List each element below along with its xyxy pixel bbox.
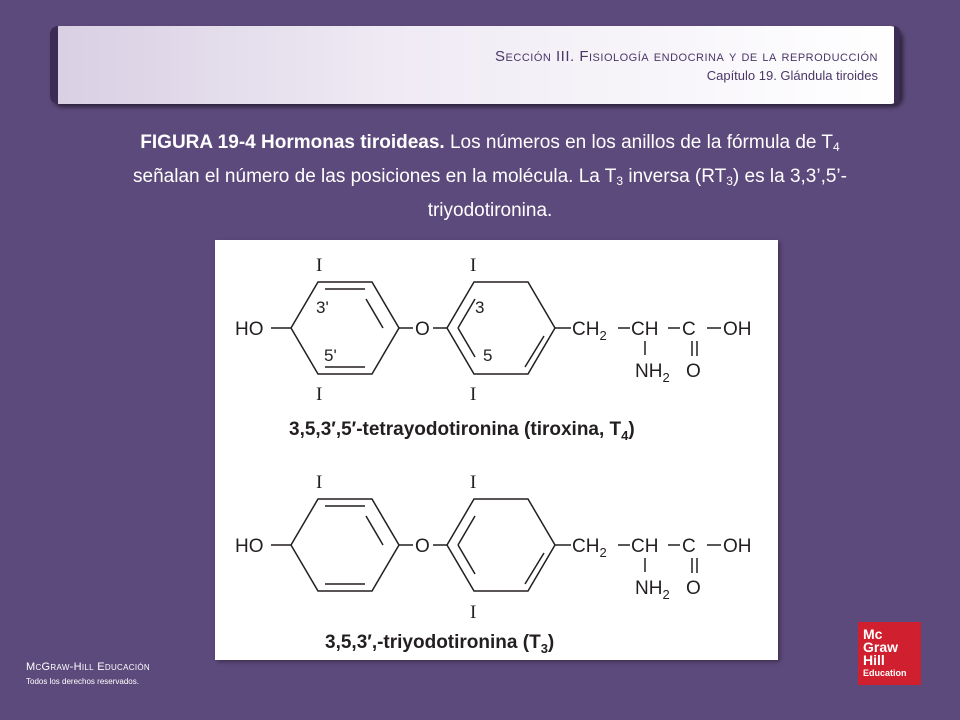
t4-ch2: $CH_2$ xyxy=(572,319,607,343)
section-title: Sección III. Fisiología endocrina y de la reproducción xyxy=(495,48,878,65)
t4-oh: OH xyxy=(723,319,752,340)
t3-iodine-3: I xyxy=(470,472,477,493)
logo-line-4: Education xyxy=(863,668,907,678)
caption-text-3: inversa (RT xyxy=(623,166,727,187)
t4-c: C xyxy=(682,319,696,340)
t4-pos-3: 3 xyxy=(475,298,485,317)
caption-sub-3: 3 xyxy=(726,174,733,188)
caption-text-4: ) es la 3,3’,5’-triyodotironina. xyxy=(427,166,847,221)
t4-pos-5: 5 xyxy=(483,346,493,365)
t3-name: 3,5,3′,-triyodotironina $(T_3)$ xyxy=(325,632,555,656)
t3-ring-2 xyxy=(447,499,555,591)
t4-pos-3p: 3' xyxy=(316,298,329,317)
caption-sub-1: 4 xyxy=(833,140,840,154)
caption-text-2: señalan el número de las posiciones en la molécula. La T xyxy=(133,166,617,187)
mcgraw-hill-logo xyxy=(858,622,921,685)
t3-o-bridge: O xyxy=(415,536,430,557)
logo-line-2: Graw xyxy=(863,639,899,655)
chapter-title: Capítulo 19. Glándula tiroides xyxy=(706,68,878,83)
header-band xyxy=(50,26,900,104)
caption-title: FIGURA 19-4 Hormonas tiroideas. xyxy=(140,132,445,153)
t4-pos-5p: 5' xyxy=(324,346,337,365)
t3-nh2: $NH_2$ xyxy=(635,578,670,602)
t3-ho: HO xyxy=(235,536,264,557)
t4-molecule xyxy=(235,255,752,443)
figure-panel xyxy=(215,240,778,660)
t4-iodine-5: I xyxy=(470,384,477,405)
t3-oh: OH xyxy=(723,536,752,557)
t3-carbonyl-o: O xyxy=(686,578,701,599)
t3-ch: CH xyxy=(631,536,659,557)
t4-iodine-3p: I xyxy=(316,255,323,276)
t3-molecule xyxy=(235,472,752,656)
caption-text-1: Los números en los anillos de la fórmula de T xyxy=(444,132,834,153)
footer-rights: Todos los derechos reservados. xyxy=(26,677,139,686)
thyroid-hormone-structures xyxy=(215,240,778,660)
logo-line-3: Hill xyxy=(863,652,885,668)
logo-line-1: Mc xyxy=(863,626,883,642)
t4-iodine-3: I xyxy=(470,255,477,276)
t4-name: 3,5,3′,5′-tetrayodotironina (tiroxina, $T_4$) xyxy=(289,419,635,443)
caption-sub-2: 3 xyxy=(616,174,624,188)
figure-caption xyxy=(120,128,860,225)
t4-o-bridge: O xyxy=(415,319,430,340)
t4-nh2: $NH_2$ xyxy=(635,361,670,385)
t4-ch: CH xyxy=(631,319,659,340)
t4-carbonyl-o: O xyxy=(686,361,701,382)
footer-brand: McGraw-Hill Educación xyxy=(26,661,150,673)
t4-ring-2 xyxy=(447,282,555,374)
t3-iodine-5: I xyxy=(470,602,477,623)
t4-iodine-5p: I xyxy=(316,384,323,405)
t4-ho: HO xyxy=(235,319,264,340)
t3-c: C xyxy=(682,536,696,557)
t3-ch2: $CH_2$ xyxy=(572,536,607,560)
t3-iodine-3p: I xyxy=(316,472,323,493)
